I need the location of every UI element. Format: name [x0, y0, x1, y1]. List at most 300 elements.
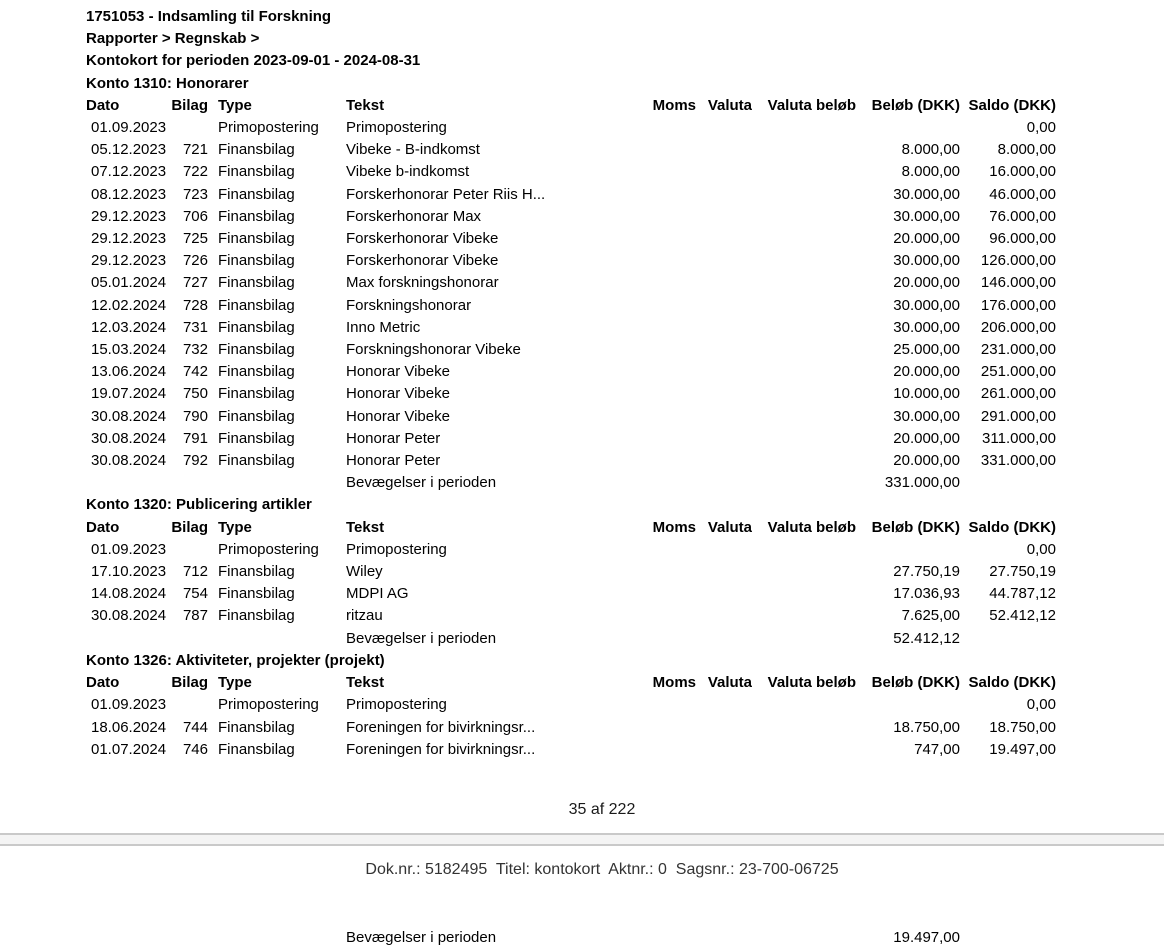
- cell-belob: 747,00: [914, 740, 960, 758]
- table-row: [86, 228, 1058, 250]
- table-rows: [86, 694, 1058, 761]
- cell-type: Finansbilag: [218, 163, 295, 181]
- konto-section: [86, 73, 1058, 495]
- cell-valuta-belob: [752, 927, 856, 949]
- table-row: [86, 583, 1058, 605]
- cell-tekst: Bevægelser i perioden: [346, 474, 497, 492]
- cell-belob: 30.000,00: [893, 407, 960, 425]
- cell-saldo: 52.412,12: [989, 607, 1056, 625]
- table-row: [86, 139, 1058, 161]
- cell-type: Primopostering: [218, 119, 319, 137]
- cell-moms: [646, 561, 696, 583]
- cell-saldo: 96.000,00: [989, 230, 1056, 248]
- cell-valuta-belob: [752, 383, 856, 405]
- cell-type: Finansbilag: [218, 407, 295, 425]
- cell-type: Finansbilag: [218, 141, 295, 159]
- cell-valuta: [696, 295, 752, 317]
- cell-dato: 29.12.2023: [91, 252, 167, 270]
- table-row: [86, 539, 1058, 561]
- cell-bilag: 712: [182, 563, 208, 581]
- cell-bilag: 754: [182, 585, 208, 603]
- cell-type: Finansbilag: [218, 429, 295, 447]
- column-header-valuta-belob: Valuta beløb: [767, 674, 856, 692]
- cell-valuta: [696, 339, 752, 361]
- doc-stamp-line: Dok.nr.: 5182495 Titel: kontokort Aktnr.: 0 Sagsnr.: 23-700-06725: [365, 861, 839, 878]
- cell-belob: 18.750,00: [893, 718, 960, 736]
- cell-dato: 01.09.2023: [91, 696, 167, 714]
- cell-belob: 7.625,00: [901, 607, 960, 625]
- cell-saldo: 0,00: [1026, 696, 1056, 714]
- cell-dato: 30.08.2024: [91, 607, 167, 625]
- cell-tekst: Honorar Vibeke: [346, 363, 450, 381]
- cell-moms: [646, 927, 696, 949]
- cell-valuta-belob: [752, 472, 856, 494]
- cell-valuta-belob: [752, 717, 856, 739]
- cell-valuta: [696, 628, 752, 650]
- report-title: 1751053 - Indsamling til Forskning: [86, 8, 332, 25]
- cell-type: Finansbilag: [218, 341, 295, 359]
- cell-saldo: 46.000,00: [989, 185, 1056, 203]
- cell-valuta-belob: [752, 605, 856, 627]
- cell-saldo: 261.000,00: [980, 385, 1056, 403]
- page-number: 35 af 222: [568, 801, 636, 818]
- cell-tekst: Bevægelser i perioden: [346, 929, 497, 946]
- cell-bilag: [170, 927, 208, 949]
- cell-valuta: [696, 739, 752, 761]
- cell-dato: 30.08.2024: [91, 429, 167, 447]
- cell-belob: 30.000,00: [893, 207, 960, 225]
- konto-section-title: Konto 1320: Publicering artikler: [86, 496, 312, 514]
- cell-belob: 19.497,00: [893, 929, 960, 946]
- cell-dato: 17.10.2023: [91, 563, 167, 581]
- cell-dato: 15.03.2024: [91, 341, 167, 359]
- cell-valuta-belob: [752, 539, 856, 561]
- table-row: [86, 694, 1058, 716]
- column-header-tekst: Tekst: [346, 518, 385, 536]
- cell-tekst: Forskerhonorar Peter Riis H...: [346, 185, 546, 203]
- cell-type: Finansbilag: [218, 452, 295, 470]
- table-rows: [86, 117, 1058, 494]
- cell-moms: [646, 539, 696, 561]
- cell-dato: [86, 927, 170, 949]
- cell-valuta: [696, 583, 752, 605]
- cell-dato: 18.06.2024: [91, 718, 167, 736]
- cell-type: Finansbilag: [218, 740, 295, 758]
- next-page-continuation: [86, 927, 1058, 949]
- cell-belob: 30.000,00: [893, 252, 960, 270]
- table-rows: [86, 539, 1058, 650]
- cell-valuta-belob: [752, 184, 856, 206]
- cell-dato: 01.07.2024: [91, 740, 167, 758]
- cell-valuta-belob: [752, 139, 856, 161]
- cell-tekst: Vibeke - B-indkomst: [346, 141, 480, 159]
- cell-valuta: [696, 450, 752, 472]
- cell-belob: 20.000,00: [893, 230, 960, 248]
- breadcrumb: Rapporter > Regnskab >: [86, 30, 260, 48]
- cell-saldo: 0,00: [1026, 540, 1056, 558]
- cell-tekst: Primopostering: [346, 119, 447, 137]
- cell-valuta: [696, 272, 752, 294]
- cell-valuta: [696, 605, 752, 627]
- cell-type: Finansbilag: [218, 607, 295, 625]
- cell-moms: [646, 739, 696, 761]
- cell-valuta: [696, 139, 752, 161]
- table-row: [86, 295, 1058, 317]
- cell-bilag: 723: [182, 185, 208, 203]
- cell-dato: 19.07.2024: [91, 385, 167, 403]
- cell-moms: [646, 339, 696, 361]
- cell-valuta-belob: [752, 317, 856, 339]
- cell-tekst: Forskerhonorar Vibeke: [346, 230, 499, 248]
- cell-bilag: [170, 628, 208, 650]
- cell-tekst: Forskerhonorar Max: [346, 207, 482, 225]
- table-row: [86, 406, 1058, 428]
- cell-belob: 20.000,00: [893, 363, 960, 381]
- table-header-row: [86, 95, 1058, 117]
- cell-type: [208, 472, 336, 494]
- konto-section: [86, 650, 1058, 761]
- cell-saldo: 16.000,00: [989, 163, 1056, 181]
- cell-dato: 12.02.2024: [91, 296, 167, 314]
- cell-tekst: Primopostering: [346, 540, 447, 558]
- column-header-valuta: Valuta: [707, 518, 752, 536]
- column-header-tekst: Tekst: [346, 674, 385, 692]
- cell-type: Primopostering: [218, 696, 319, 714]
- cell-dato: 29.12.2023: [91, 230, 167, 248]
- cell-type: Finansbilag: [218, 318, 295, 336]
- cell-moms: [646, 317, 696, 339]
- column-header-moms: Moms: [652, 518, 696, 536]
- cell-tekst: Max forskningshonorar: [346, 274, 499, 292]
- cell-dato: 29.12.2023: [91, 207, 167, 225]
- cell-moms: [646, 583, 696, 605]
- cell-dato: 13.06.2024: [91, 363, 167, 381]
- cell-belob: 27.750,19: [893, 563, 960, 581]
- column-header-valuta: Valuta: [707, 96, 752, 114]
- cell-tekst: Wiley: [346, 563, 383, 581]
- table-row: [86, 272, 1058, 294]
- column-header-valuta: Valuta: [707, 674, 752, 692]
- cell-moms: [646, 161, 696, 183]
- cell-type: Finansbilag: [218, 385, 295, 403]
- cell-valuta-belob: [752, 228, 856, 250]
- cell-bilag: [170, 472, 208, 494]
- column-header-belob: Beløb (DKK): [871, 674, 960, 692]
- table-row: [86, 206, 1058, 228]
- cell-bilag: 790: [182, 407, 208, 425]
- column-header-belob: Beløb (DKK): [871, 518, 960, 536]
- page-separator: [0, 833, 1164, 846]
- cell-type: Finansbilag: [218, 207, 295, 225]
- cell-valuta-belob: [752, 561, 856, 583]
- cell-belob: 20.000,00: [893, 429, 960, 447]
- cell-belob: 8.000,00: [901, 141, 960, 159]
- cell-moms: [646, 472, 696, 494]
- cell-saldo: [960, 628, 1056, 650]
- cell-saldo: 331.000,00: [980, 452, 1056, 470]
- konto-section-title: Konto 1310: Honorarer: [86, 74, 249, 92]
- cell-valuta: [696, 117, 752, 139]
- cell-moms: [646, 295, 696, 317]
- cell-belob: 17.036,93: [893, 585, 960, 603]
- cell-valuta-belob: [752, 428, 856, 450]
- cell-tekst: Forskerhonorar Vibeke: [346, 252, 499, 270]
- cell-saldo: 0,00: [1026, 119, 1056, 137]
- cell-bilag: 744: [182, 718, 208, 736]
- cell-dato: 08.12.2023: [91, 185, 167, 203]
- column-header-saldo: Saldo (DKK): [968, 96, 1056, 114]
- konto-section: [86, 494, 1058, 649]
- column-header-valuta-belob: Valuta beløb: [767, 518, 856, 536]
- cell-belob: [856, 117, 960, 139]
- column-header-bilag: Bilag: [171, 674, 208, 692]
- cell-dato: 30.08.2024: [91, 407, 167, 425]
- table-row: [86, 927, 1058, 949]
- cell-bilag: 722: [182, 163, 208, 181]
- column-header-saldo: Saldo (DKK): [968, 518, 1056, 536]
- cell-valuta: [696, 472, 752, 494]
- cell-bilag: 721: [182, 141, 208, 159]
- cell-valuta-belob: [752, 117, 856, 139]
- cell-saldo: 19.497,00: [989, 740, 1056, 758]
- column-header-dato: Dato: [86, 96, 120, 114]
- cell-tekst: Foreningen for bivirkningsr...: [346, 740, 536, 758]
- cell-belob: 30.000,00: [893, 296, 960, 314]
- cell-moms: [646, 272, 696, 294]
- cell-belob: 20.000,00: [893, 452, 960, 470]
- cell-tekst: Primopostering: [346, 696, 447, 714]
- konto-sections: [86, 73, 1058, 761]
- cell-saldo: [960, 472, 1056, 494]
- table-row: [86, 250, 1058, 272]
- cell-moms: [646, 361, 696, 383]
- cell-tekst: Honorar Peter: [346, 452, 441, 470]
- cell-valuta: [696, 206, 752, 228]
- cell-tekst: Vibeke b-indkomst: [346, 163, 470, 181]
- table-row: [86, 428, 1058, 450]
- cell-dato: 01.09.2023: [91, 540, 167, 558]
- cell-moms: [646, 694, 696, 716]
- cell-bilag: 791: [182, 429, 208, 447]
- cell-valuta: [696, 250, 752, 272]
- cell-saldo: 8.000,00: [997, 141, 1056, 159]
- cell-valuta-belob: [752, 295, 856, 317]
- cell-moms: [646, 117, 696, 139]
- table-row: [86, 383, 1058, 405]
- column-header-bilag: Bilag: [171, 96, 208, 114]
- cell-valuta: [696, 539, 752, 561]
- cell-tekst: Honorar Peter: [346, 429, 441, 447]
- table-header-row: [86, 672, 1058, 694]
- cell-type: Primopostering: [218, 540, 319, 558]
- table-row: [86, 739, 1058, 761]
- cell-belob: 52.412,12: [893, 629, 960, 647]
- cell-bilag: 746: [182, 740, 208, 758]
- table-row: [86, 561, 1058, 583]
- cell-bilag: [170, 117, 208, 139]
- table-row: [86, 317, 1058, 339]
- table-row: [86, 339, 1058, 361]
- table-row: [86, 717, 1058, 739]
- cell-bilag: 742: [182, 363, 208, 381]
- cell-saldo: 231.000,00: [980, 341, 1056, 359]
- cell-type: Finansbilag: [218, 563, 295, 581]
- cell-bilag: 726: [182, 252, 208, 270]
- cell-bilag: [170, 694, 208, 716]
- cell-bilag: 787: [182, 607, 208, 625]
- cell-type: Finansbilag: [218, 230, 295, 248]
- table-row: [86, 161, 1058, 183]
- cell-moms: [646, 628, 696, 650]
- cell-bilag: 706: [182, 207, 208, 225]
- cell-moms: [646, 717, 696, 739]
- cell-bilag: 792: [182, 452, 208, 470]
- cell-moms: [646, 605, 696, 627]
- cell-valuta: [696, 428, 752, 450]
- cell-belob: [856, 694, 960, 716]
- cell-valuta: [696, 228, 752, 250]
- cell-type: Finansbilag: [218, 185, 295, 203]
- table-row: [86, 450, 1058, 472]
- column-header-type: Type: [218, 518, 252, 536]
- cell-valuta-belob: [752, 339, 856, 361]
- cell-valuta: [696, 927, 752, 949]
- cell-valuta: [696, 317, 752, 339]
- cell-tekst: Forskningshonorar: [346, 296, 472, 314]
- cell-belob: 30.000,00: [893, 318, 960, 336]
- cell-tekst: ritzau: [346, 607, 383, 625]
- cell-dato: 12.03.2024: [91, 318, 167, 336]
- cell-valuta-belob: [752, 583, 856, 605]
- cell-moms: [646, 206, 696, 228]
- cell-bilag: 727: [182, 274, 208, 292]
- cell-valuta: [696, 161, 752, 183]
- column-header-moms: Moms: [652, 674, 696, 692]
- konto-section-title: Konto 1326: Aktiviteter, projekter (projekt): [86, 651, 385, 669]
- cell-valuta-belob: [752, 694, 856, 716]
- cell-valuta: [696, 406, 752, 428]
- cell-valuta-belob: [752, 361, 856, 383]
- cell-belob: 331.000,00: [884, 474, 960, 492]
- cell-dato: [86, 628, 170, 650]
- cell-valuta: [696, 561, 752, 583]
- cell-bilag: 728: [182, 296, 208, 314]
- cell-tekst: Foreningen for bivirkningsr...: [346, 718, 536, 736]
- cell-saldo: [960, 927, 1056, 949]
- cell-moms: [646, 139, 696, 161]
- cell-bilag: 731: [182, 318, 208, 336]
- table-row: [86, 361, 1058, 383]
- table-row: [86, 472, 1058, 494]
- cell-bilag: 732: [182, 341, 208, 359]
- cell-dato: 30.08.2024: [91, 452, 167, 470]
- cell-dato: 01.09.2023: [91, 119, 167, 137]
- cell-valuta-belob: [752, 739, 856, 761]
- cell-saldo: 291.000,00: [980, 407, 1056, 425]
- column-header-moms: Moms: [652, 96, 696, 114]
- cell-saldo: 146.000,00: [980, 274, 1056, 292]
- column-header-bilag: Bilag: [171, 518, 208, 536]
- cell-valuta-belob: [752, 250, 856, 272]
- cell-saldo: 18.750,00: [989, 718, 1056, 736]
- cell-moms: [646, 450, 696, 472]
- cell-moms: [646, 383, 696, 405]
- cell-valuta: [696, 694, 752, 716]
- cell-dato: 05.01.2024: [91, 274, 167, 292]
- cell-type: Finansbilag: [218, 296, 295, 314]
- table-row: [86, 117, 1058, 139]
- table-row: [86, 605, 1058, 627]
- cell-tekst: Forskningshonorar Vibeke: [346, 341, 521, 359]
- cell-valuta-belob: [752, 628, 856, 650]
- cell-valuta-belob: [752, 450, 856, 472]
- column-header-saldo: Saldo (DKK): [968, 674, 1056, 692]
- cell-saldo: 311.000,00: [982, 429, 1056, 447]
- cell-belob: 20.000,00: [893, 274, 960, 292]
- report-period: Kontokort for perioden 2023-09-01 - 2024-08-31: [86, 52, 421, 70]
- cell-saldo: 126.000,00: [980, 252, 1056, 270]
- cell-bilag: 750: [182, 385, 208, 403]
- cell-dato: [86, 472, 170, 494]
- cell-belob: 8.000,00: [901, 163, 960, 181]
- table-row: [86, 628, 1058, 650]
- cell-valuta-belob: [752, 406, 856, 428]
- column-header-belob: Beløb (DKK): [871, 96, 960, 114]
- cell-type: Finansbilag: [218, 363, 295, 381]
- cell-tekst: MDPI AG: [346, 585, 409, 603]
- table-row: [86, 184, 1058, 206]
- cell-saldo: 176.000,00: [980, 296, 1056, 314]
- column-header-type: Type: [218, 674, 252, 692]
- cell-valuta-belob: [752, 161, 856, 183]
- cell-type: [208, 628, 336, 650]
- cell-bilag: 725: [182, 230, 208, 248]
- cell-valuta: [696, 184, 752, 206]
- cell-type: [208, 927, 336, 949]
- cell-saldo: 76.000,00: [989, 207, 1056, 225]
- cell-belob: [856, 539, 960, 561]
- cell-belob: 25.000,00: [893, 341, 960, 359]
- kontokort-document: [86, 6, 1058, 761]
- cell-moms: [646, 228, 696, 250]
- cell-valuta-belob: [752, 272, 856, 294]
- cell-valuta: [696, 361, 752, 383]
- cell-dato: 05.12.2023: [91, 141, 167, 159]
- cell-type: Finansbilag: [218, 718, 295, 736]
- cell-moms: [646, 406, 696, 428]
- cell-tekst: Honorar Vibeke: [346, 407, 450, 425]
- cell-valuta-belob: [752, 206, 856, 228]
- cell-dato: 14.08.2024: [91, 585, 167, 603]
- column-header-tekst: Tekst: [346, 96, 385, 114]
- cell-tekst: Bevægelser i perioden: [346, 629, 497, 647]
- column-header-type: Type: [218, 96, 252, 114]
- cell-moms: [646, 250, 696, 272]
- cell-dato: 07.12.2023: [91, 163, 167, 181]
- cell-tekst: Inno Metric: [346, 318, 421, 336]
- cell-belob: 10.000,00: [893, 385, 960, 403]
- cell-belob: 30.000,00: [893, 185, 960, 203]
- cell-saldo: 251.000,00: [980, 363, 1056, 381]
- cell-saldo: 44.787,12: [989, 585, 1056, 603]
- column-header-dato: Dato: [86, 674, 120, 692]
- cell-bilag: [170, 539, 208, 561]
- cell-type: Finansbilag: [218, 252, 295, 270]
- cell-valuta: [696, 383, 752, 405]
- cell-tekst: Honorar Vibeke: [346, 385, 450, 403]
- cell-saldo: 27.750,19: [989, 563, 1056, 581]
- column-header-valuta-belob: Valuta beløb: [767, 96, 856, 114]
